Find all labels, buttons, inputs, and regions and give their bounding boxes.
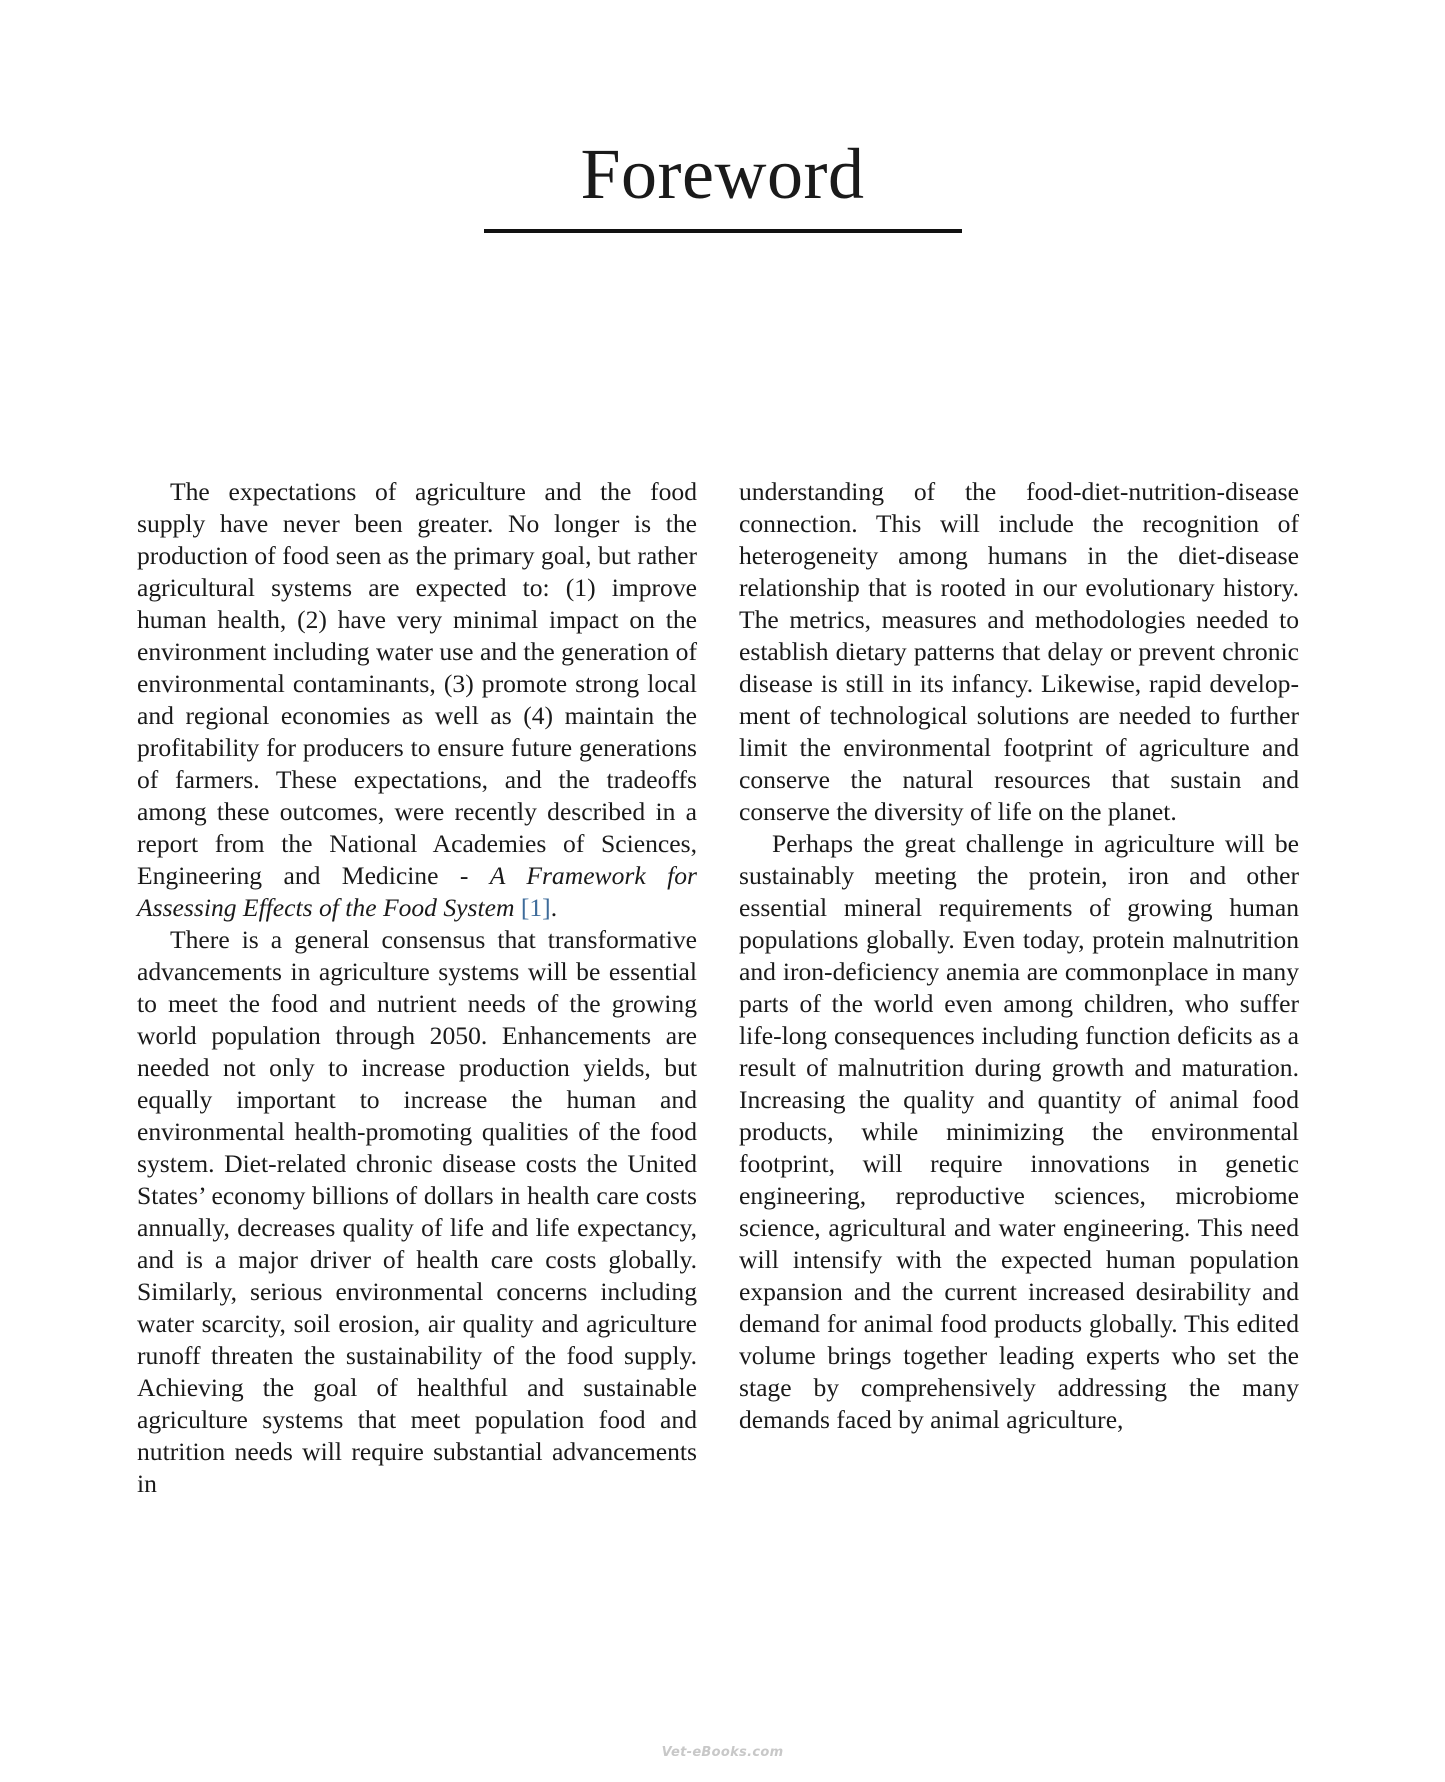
title-underline (484, 229, 962, 233)
paragraph-expectations (137, 476, 697, 924)
page-title: Foreword (580, 134, 865, 214)
paragraph-challenge: Perhaps the great challenge in agriculture will be sustainably meeting the protein, iron and other essential mineral requirements of growing human populations globally. Even today, protein malnutrition and iron-deficiency anemia are commonplace in many parts of the world even among children, who suffer life-long consequences including function deficits as a result of malnutrition during growth and maturation. Increasing the quality and quantity of animal food products, while minimizing the environmental footprint, will require innovations in genetic engineering, reproductive sciences, microbiome science, agricultural and water engineering. This need will intensify with the expected human population expansion and the current increased desirability and demand for animal food products globally. This edited volume brings together leading experts who set the stage by comprehensively addressing the many demands faced by animal agriculture, (739, 829, 1299, 1434)
paragraph-consensus: There is a general consensus that transformative advancements in agriculture systems will be essential to meet the food and nutrient needs of the growing world population through 2050. Enhancements are needed not only to increase production yields, but equally important to increase the human and environmental health-promoting qualities of the food system. Diet-related chronic disease costs the United States’ economy billions of dollars in health care costs annually, decreases quality of life and life expectancy, and is a major driver of health care costs globally. Similarly, serious environmental concerns including water scarcity, soil erosion, air quality and agriculture runoff threaten the sustainability of the food supply. Achieving the goal of healthful and sustainable agriculture systems that meet population food and nutrition needs will require substantial advancements in (137, 925, 697, 1498)
paragraph-text: The expectations of agriculture and the food supply have never been greater. No longer is the production of food seen as the primary goal, but rather agricultural systems are expected to: (1) improve human health, (2) have very minimal impact on the environment including water use and the generation of environmental contaminants, (3) promote strong local and regional economies as well as (4) maintain the profitability for producers to ensure future generations of farmers. These expectations, and the tradeoffs among these outcomes, were recently described in a report from the National Academies of Sciences, Engineering and Medicine - (137, 477, 697, 890)
paragraph-understanding: understanding of the food-diet-nutrition-disease connection. This will include the recognition of heterogeneity among humans in the diet-disease relationship that is rooted in our evolutionary history. The metrics, measures and methodologies needed to establish dietary patterns that delay or prevent chronic disease is still in its infancy. Likewise, rapid development of technological solutions are needed to further limit the environmental footprint of agriculture and conserve the natural resources that sustain and conserve the diversity of life on the planet. (739, 477, 1299, 826)
watermark-logo: Vet-eBooks.com (661, 1745, 784, 1760)
left-column (137, 476, 697, 1500)
paragraph-end: . (550, 893, 558, 922)
right-column (739, 476, 1299, 1436)
report-title: A Framework for Assessing Effects of the Food System (137, 861, 697, 922)
reference-link[interactable]: [1] (520, 893, 551, 922)
